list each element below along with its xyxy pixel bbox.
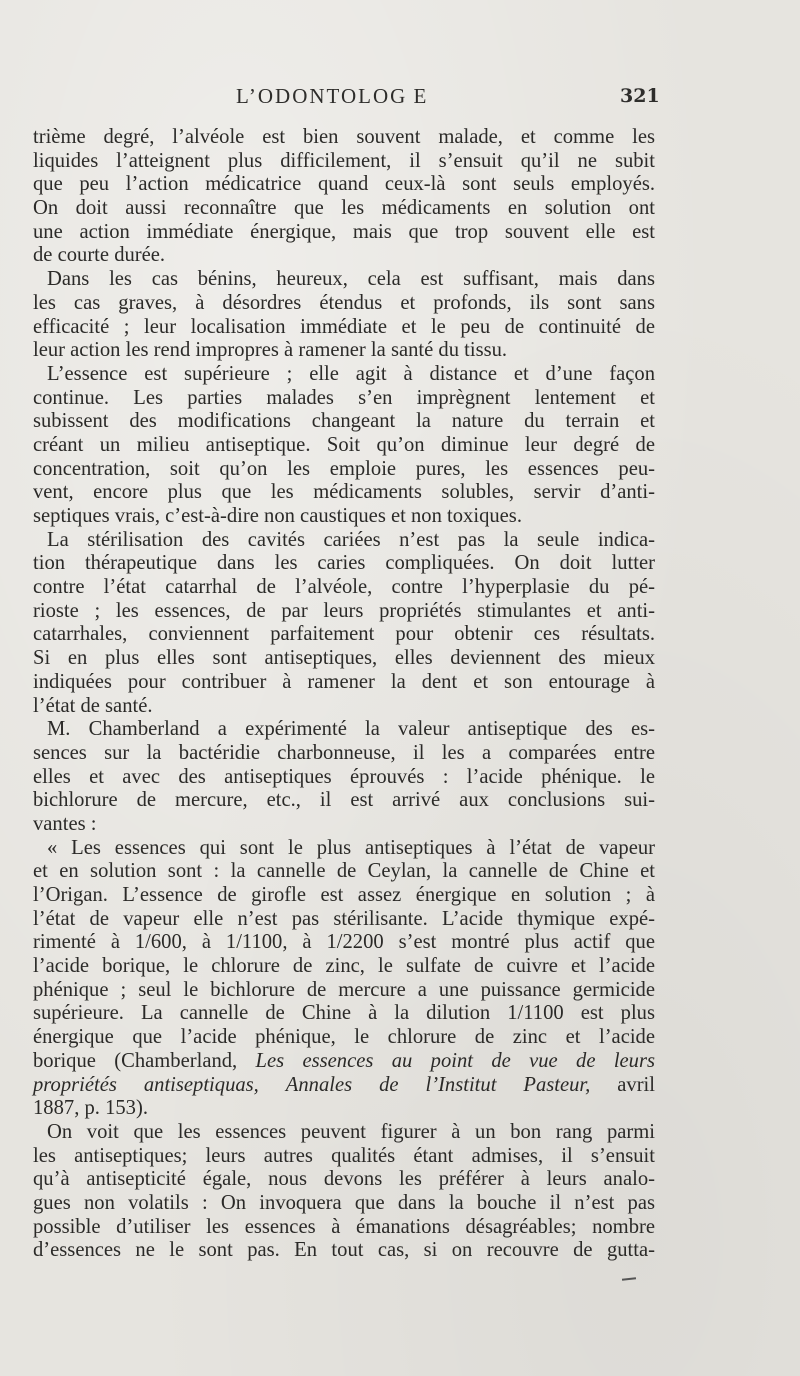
text-line: septiques vrais, c’est-à-dire non caustiques et non toxiques. xyxy=(33,505,522,527)
text-line: l’état de vapeur elle n’est pas stérilisante. L’acide thymique expé- xyxy=(33,907,655,930)
text-line: On doit aussi reconnaître que les médicaments en solution ont xyxy=(33,197,655,220)
text-line: L’essence est supérieure ; elle agit à distance et d’une façon xyxy=(47,362,655,385)
text-line: créant un milieu antiseptique. Soit qu’on diminue leur degré de xyxy=(33,433,655,456)
text-line: catarrhales, conviennent parfaitement pour obtenir ces résultats. xyxy=(33,623,655,646)
text-line: rioste ; les essences, de par leurs propriétés stimulantes et anti- xyxy=(33,599,655,622)
text-line: trième degré, l’alvéole est bien souvent malade, et comme les xyxy=(33,126,655,148)
text-line: tion thérapeutique dans les caries compliquées. On doit lutter xyxy=(33,552,655,575)
text-line: vantes : xyxy=(33,812,97,835)
citation-lead: borique (Chamberland, xyxy=(33,1049,256,1072)
citation-title: Les essences au point de vue de leurs xyxy=(255,1049,656,1072)
text-line: rimenté à 1/600, à 1/1100, à 1/2200 s’est montré plus actif que xyxy=(33,931,655,954)
text-line: bichlorure de mercure, etc., il est arrivé aux conclusions sui- xyxy=(33,789,655,812)
text-line: possible d’utiliser les essences à émanations désagréables; nombre xyxy=(33,1215,655,1238)
text-line: liquides l’atteignent plus difficilement, il s’ensuit qu’il ne subit xyxy=(33,149,655,172)
body-text xyxy=(33,126,655,1263)
text-line: contre l’état catarrhal de l’alvéole, contre l’hyperplasie du pé- xyxy=(33,576,655,599)
text-line: elles et avec des antiseptiques éprouvés : l’acide phénique. le xyxy=(33,765,655,788)
text-line: de courte durée. xyxy=(33,244,166,267)
citation-date: avril xyxy=(590,1073,656,1096)
text-line: qu’à antisepticité égale, nous devons les préférer à leurs analo- xyxy=(33,1168,655,1191)
text-line: subissent des modifications changeant la nature du terrain et xyxy=(33,410,655,433)
text-line: On voit que les essences peuvent figurer à un bon rang parmi xyxy=(47,1120,655,1143)
text-line: d’essences ne le sont pas. En tout cas, si on recouvre de gutta- xyxy=(33,1239,655,1262)
text-line-with-citation xyxy=(33,1050,655,1074)
text-line: efficacité ; leur localisation immédiate et le peu de continuité de xyxy=(33,315,655,338)
text-line: l’Origan. L’essence de girofle est assez énergique en solution ; à xyxy=(33,884,655,906)
text-line: l’état de santé. xyxy=(33,694,153,717)
text-line: Si en plus elles sont antiseptiques, elles deviennent des mieux xyxy=(33,647,655,670)
text-line: « Les essences qui sont le plus antiseptiques à l’état de vapeur xyxy=(47,836,655,859)
text-line: énergique que l’acide phénique, le chlorure de zinc et l’acide xyxy=(33,1026,655,1049)
text-line: les cas graves, à désordres étendus et profonds, ils sont sans xyxy=(33,291,655,314)
text-line: que peu l’action médicatrice quand ceux-là sont seuls employés. xyxy=(33,173,655,196)
text-line: continue. Les parties malades s’en imprègnent lentement et xyxy=(33,386,655,409)
citation-journal: Annales de l’Institut Pasteur, xyxy=(285,1073,591,1096)
text-line: supérieure. La cannelle de Chine à la dilution 1/1100 est plus xyxy=(33,1002,655,1025)
text-line: sences sur la bactéridie charbonneuse, il les a comparées entre xyxy=(33,741,655,764)
running-title: L’ODONTOLOG E xyxy=(236,84,429,108)
citation-title-cont: propriétés antiseptiquas, xyxy=(33,1073,259,1096)
text-line: gues non volatils : On invoquera que dans la bouche il n’est pas xyxy=(33,1191,655,1214)
text-line: une action immédiate énergique, mais que trop souvent elle est xyxy=(33,220,655,243)
text-line: vent, encore plus que les médicaments solubles, servir d’anti- xyxy=(33,481,655,504)
text-line: indiquées pour contribuer à ramener la dent et son entourage à xyxy=(33,670,655,693)
text-line: les antiseptiques; leurs autres qualités étant admises, il s’ensuit xyxy=(33,1144,655,1167)
running-head xyxy=(0,84,800,114)
text-line: phénique ; seul le bichlorure de mercure a une puissance germicide xyxy=(33,978,655,1001)
text-line: leur action les rend impropres à ramener la santé du tissu. xyxy=(33,339,508,362)
text-line: 1887, p. 153). xyxy=(33,1097,148,1120)
text-line: l’acide borique, le chlorure de zinc, le sulfate de cuivre et l’acide xyxy=(33,955,655,978)
text-line: Dans les cas bénins, heureux, cela est suffisant, mais dans xyxy=(47,268,655,291)
ink-mark xyxy=(622,1277,636,1280)
citation-space xyxy=(259,1074,286,1096)
page-number: 321 xyxy=(620,85,660,107)
text-line: concentration, soit qu’on les emploie pures, les essences peu- xyxy=(33,457,655,480)
text-line-with-citation xyxy=(33,1074,655,1098)
text-line: et en solution sont : la cannelle de Ceylan, la cannelle de Chine et xyxy=(33,860,655,883)
text-line: M. Chamberland a expérimenté la valeur antiseptique des es- xyxy=(47,718,655,741)
text-line: La stérilisation des cavités cariées n’est pas la seule indica- xyxy=(47,528,655,551)
